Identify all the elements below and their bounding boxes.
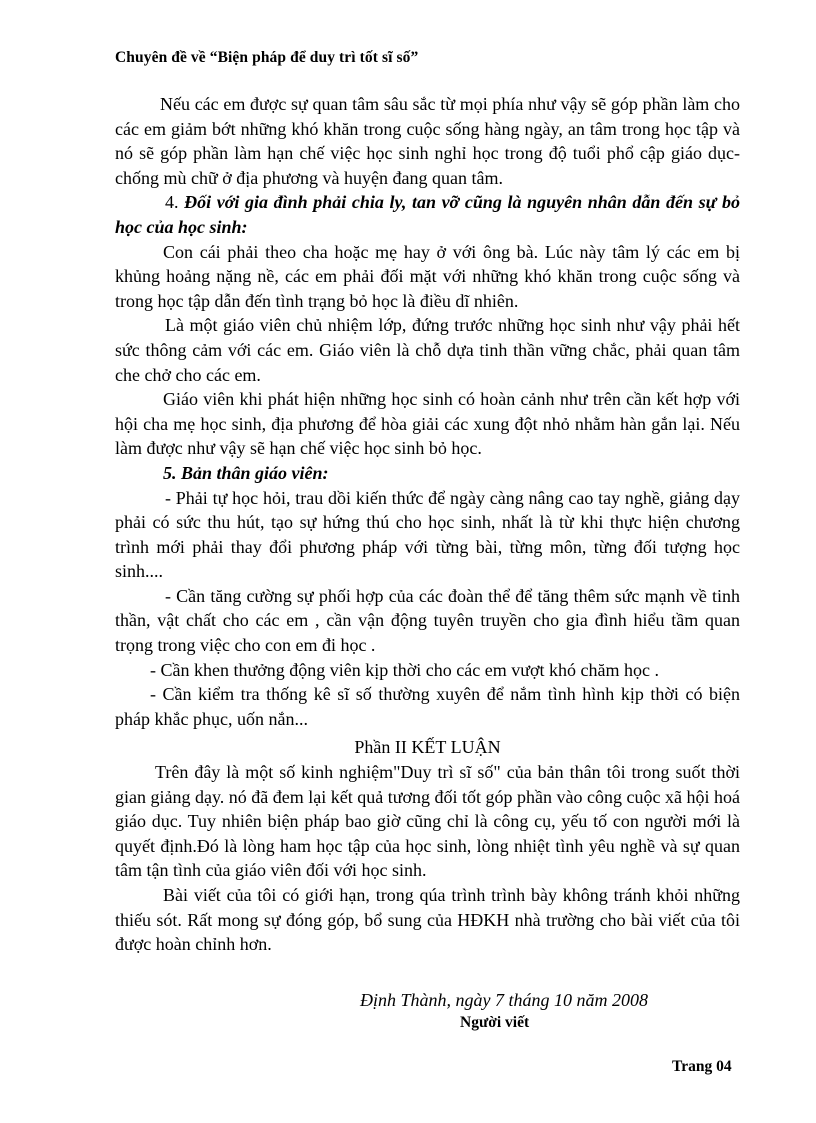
section-4-number: 4. xyxy=(165,192,179,213)
page-number: Trang 04 xyxy=(672,1058,732,1075)
bullet-statistics: - Cần kiểm tra thống kê sĩ số thường xuyên để nắm tình hình kịp thời có biện pháp khắc phục, uốn nắn... xyxy=(115,684,740,729)
signature-place-date: Định Thành, ngày 7 tháng 10 năm 2008 xyxy=(360,990,648,1010)
signature-block xyxy=(360,988,685,1034)
part-2-heading: Phần II KẾT LUẬN xyxy=(354,737,501,758)
paragraph-closing: Bài viết của tôi có giới hạn, trong qúa trình trình bày không tránh khỏi những thiếu sót. Rất mong sự đóng góp, bổ sung của HĐKH nhà trường cho bài viết của tôi được hoàn chỉnh hơn. xyxy=(115,885,740,955)
section-4-title: Đối với gia đình phải chia ly, tan vỡ cũng là nguyên nhân dẫn đến sự bỏ học của học sinh: xyxy=(115,192,741,237)
paragraph-teacher-cooperation: Giáo viên khi phát hiện những học sinh có hoàn cảnh như trên cần kết hợp với hội cha mẹ học sinh, địa phương để hòa giải các xung đột nhỏ nhằm hàn gắn lại. Nếu làm được như vậy sẽ hạn chế việc học sinh bỏ học. xyxy=(115,389,740,459)
document-header: Chuyên đề về “Biện pháp để duy trì tốt sĩ số” xyxy=(115,49,419,66)
document-body xyxy=(115,92,740,957)
bullet-coordination: - Cần tăng cường sự phối hợp của các đoàn thể để tăng thêm sức mạnh về tinh thần, vật chất cho các em , cần vận động tuyên truyền cho gia đình hiểu tầm quan trọng trong việc cho con em đi học . xyxy=(115,585,740,656)
signature-writer: Người viết xyxy=(460,1014,530,1031)
paragraph-support-conclusion: Nếu các em được sự quan tâm sâu sắc từ mọi phía như vậy sẽ góp phần làm cho các em giảm bớt những khó khăn trong cuộc sống hàng ngày, an tâm trong học tập và nó sẽ góp phần làm hạn chế việc học sinh nghỉ học trong độ tuổi phổ cập giáo dục-chống mù chữ ở địa phương và huyện đang quan tâm. xyxy=(115,94,740,188)
bullet-reward: - Cần khen thưởng động viên kịp thời cho các em vượt khó chăm học . xyxy=(150,659,659,680)
paragraph-family-situation: Con cái phải theo cha hoặc mẹ hay ở với ông bà. Lúc này tâm lý các em bị khủng hoảng nặng nề, các em phải đối mặt với những khó khăn trong cuộc sống và trong học tập dẫn đến tình trạng bỏ học là điều dĩ nhiên. xyxy=(115,241,740,311)
section-5-heading: 5. Bản thân giáo viên: xyxy=(163,462,329,483)
paragraph-conclusion: Trên đây là một số kinh nghiệm"Duy trì sĩ số" của bản thân tôi trong suốt thời gian giảng dạy. nó đã đem lại kết quả tương đối tốt góp phần vào công cuộc xã hội hoá giáo dục. Tuy nhiên biện pháp bao giờ cũng chỉ là công cụ, yếu tố con người mới là quyết định.Đó là lòng ham học tập của học sinh, lòng nhiệt tình yêu nghề và sự quan tâm tận tình của giáo viên đối với học sinh. xyxy=(115,762,740,881)
bullet-self-study: - Phải tự học hỏi, trau dồi kiến thức để ngày càng nâng cao tay nghề, giảng dạy phải có sức thu hút, tạo sự hứng thú cho học sinh, nhất là từ khi thực hiện chương trình mới phải thay đổi phương pháp với từng bài, từng môn, từng đối tượng học sinh.... xyxy=(115,487,740,582)
paragraph-homeroom-teacher: Là một giáo viên chủ nhiệm lớp, đứng trước những học sinh như vậy phải hết sức thông cảm với các em. Giáo viên là chỗ dựa tinh thần vững chắc, phải quan tâm che chở cho các em. xyxy=(115,315,740,385)
section-4-heading xyxy=(115,190,740,239)
